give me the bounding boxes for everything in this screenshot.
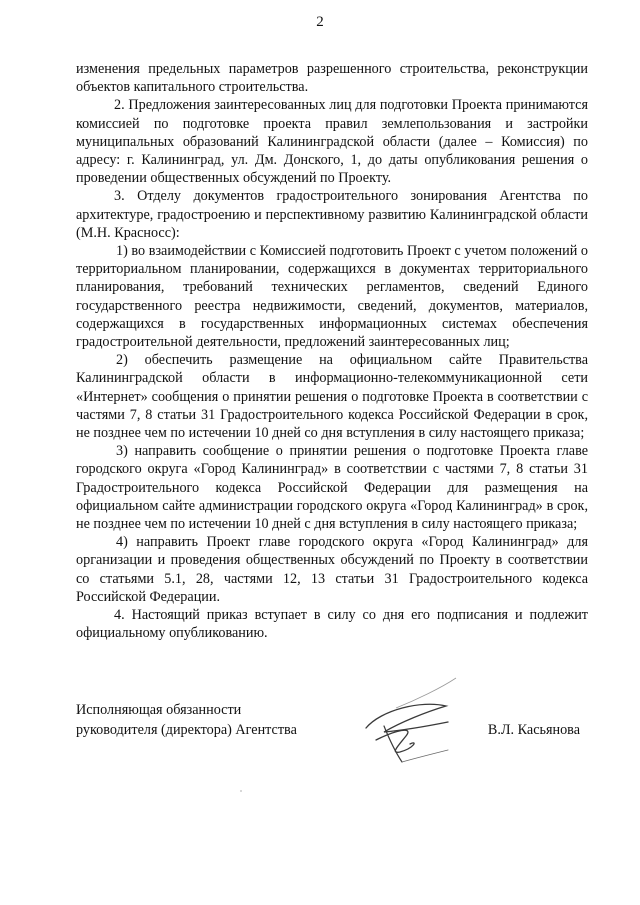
scan-speck	[240, 790, 242, 792]
signature-block	[76, 700, 588, 780]
handwritten-signature	[336, 670, 486, 780]
paragraph-item-3: 3. Отделу документов градостроительного зонирования Агентства по архитектуре, градостроению и перспективному развитию Калининградской области (М.Н. Красносс):	[76, 188, 588, 241]
signatory-title-line1: Исполняющая обязанности	[76, 702, 242, 718]
subparagraph-4: 4) направить Проект главе городского округа «Город Калининград» для организации и проведения общественных обсуждений по Проекту в соответствии со статьями 5.1, 28, частями 12, 13 статьи 31 Градостроительного кодекса Российской Федерации.	[76, 534, 588, 605]
paragraph-item-4: 4. Настоящий приказ вступает в силу со дня его подписания и подлежит официальному опубликованию.	[76, 607, 588, 642]
signatory-title-line2: руководителя (директора) Агентства	[76, 722, 297, 738]
subparagraph-2: 2) обеспечить размещение на официальном сайте Правительства Калининградской области в информационно-телекоммуникационной сети «Интернет» сообщения о принятии решения о подготовке Проекта в соответствии с частями 7, 8 статьи 31 Градостроительного кодекса Российской Федерации в срок, не позднее чем по истечении 10 дней со дня вступления в силу настоящего приказа;	[76, 352, 588, 442]
paragraph-continuation: изменения предельных параметров разрешенного строительства, реконструкции объектов капитального строительства.	[76, 61, 588, 96]
paragraph-item-2: 2. Предложения заинтересованных лиц для подготовки Проекта принимаются комиссией по подготовке проекта правил землепользования и застройки муниципальных образований Калининградской области (далее – Комиссия) по адресу: г. Калининград, ул. Дм. Донского, 1, до даты опубликования решения о проведении общественных обсуждений по Проекту.	[76, 97, 588, 187]
signatory-name: В.Л. Касьянова	[487, 722, 580, 738]
document-body	[76, 60, 588, 643]
page-number: 2	[316, 14, 324, 30]
subparagraph-3: 3) направить сообщение о принятии решения о подготовке Проекта главе городского округа «Город Калининград» в соответствии с частями 7, 8 статьи 31 Градостроительного кодекса Российской Федерации для размещения на официальном сайте администрации городского округа «Город Калининград» в срок, не позднее чем по истечении 10 дней с дня вступления в силу настоящего приказа;	[76, 443, 588, 533]
subparagraph-1: 1) во взаимодействии с Комиссией подготовить Проект с учетом положений о территориальном планировании, содержащихся в документах территориального планирования, требований технических регламентов, сведений Единого государственного реестра недвижимости, сведений, документов, материалов, содержащихся в государственных информационных системах обеспечения градостроительной деятельности, предложений заинтересованных лиц;	[76, 243, 588, 351]
signatory-title	[76, 700, 297, 740]
